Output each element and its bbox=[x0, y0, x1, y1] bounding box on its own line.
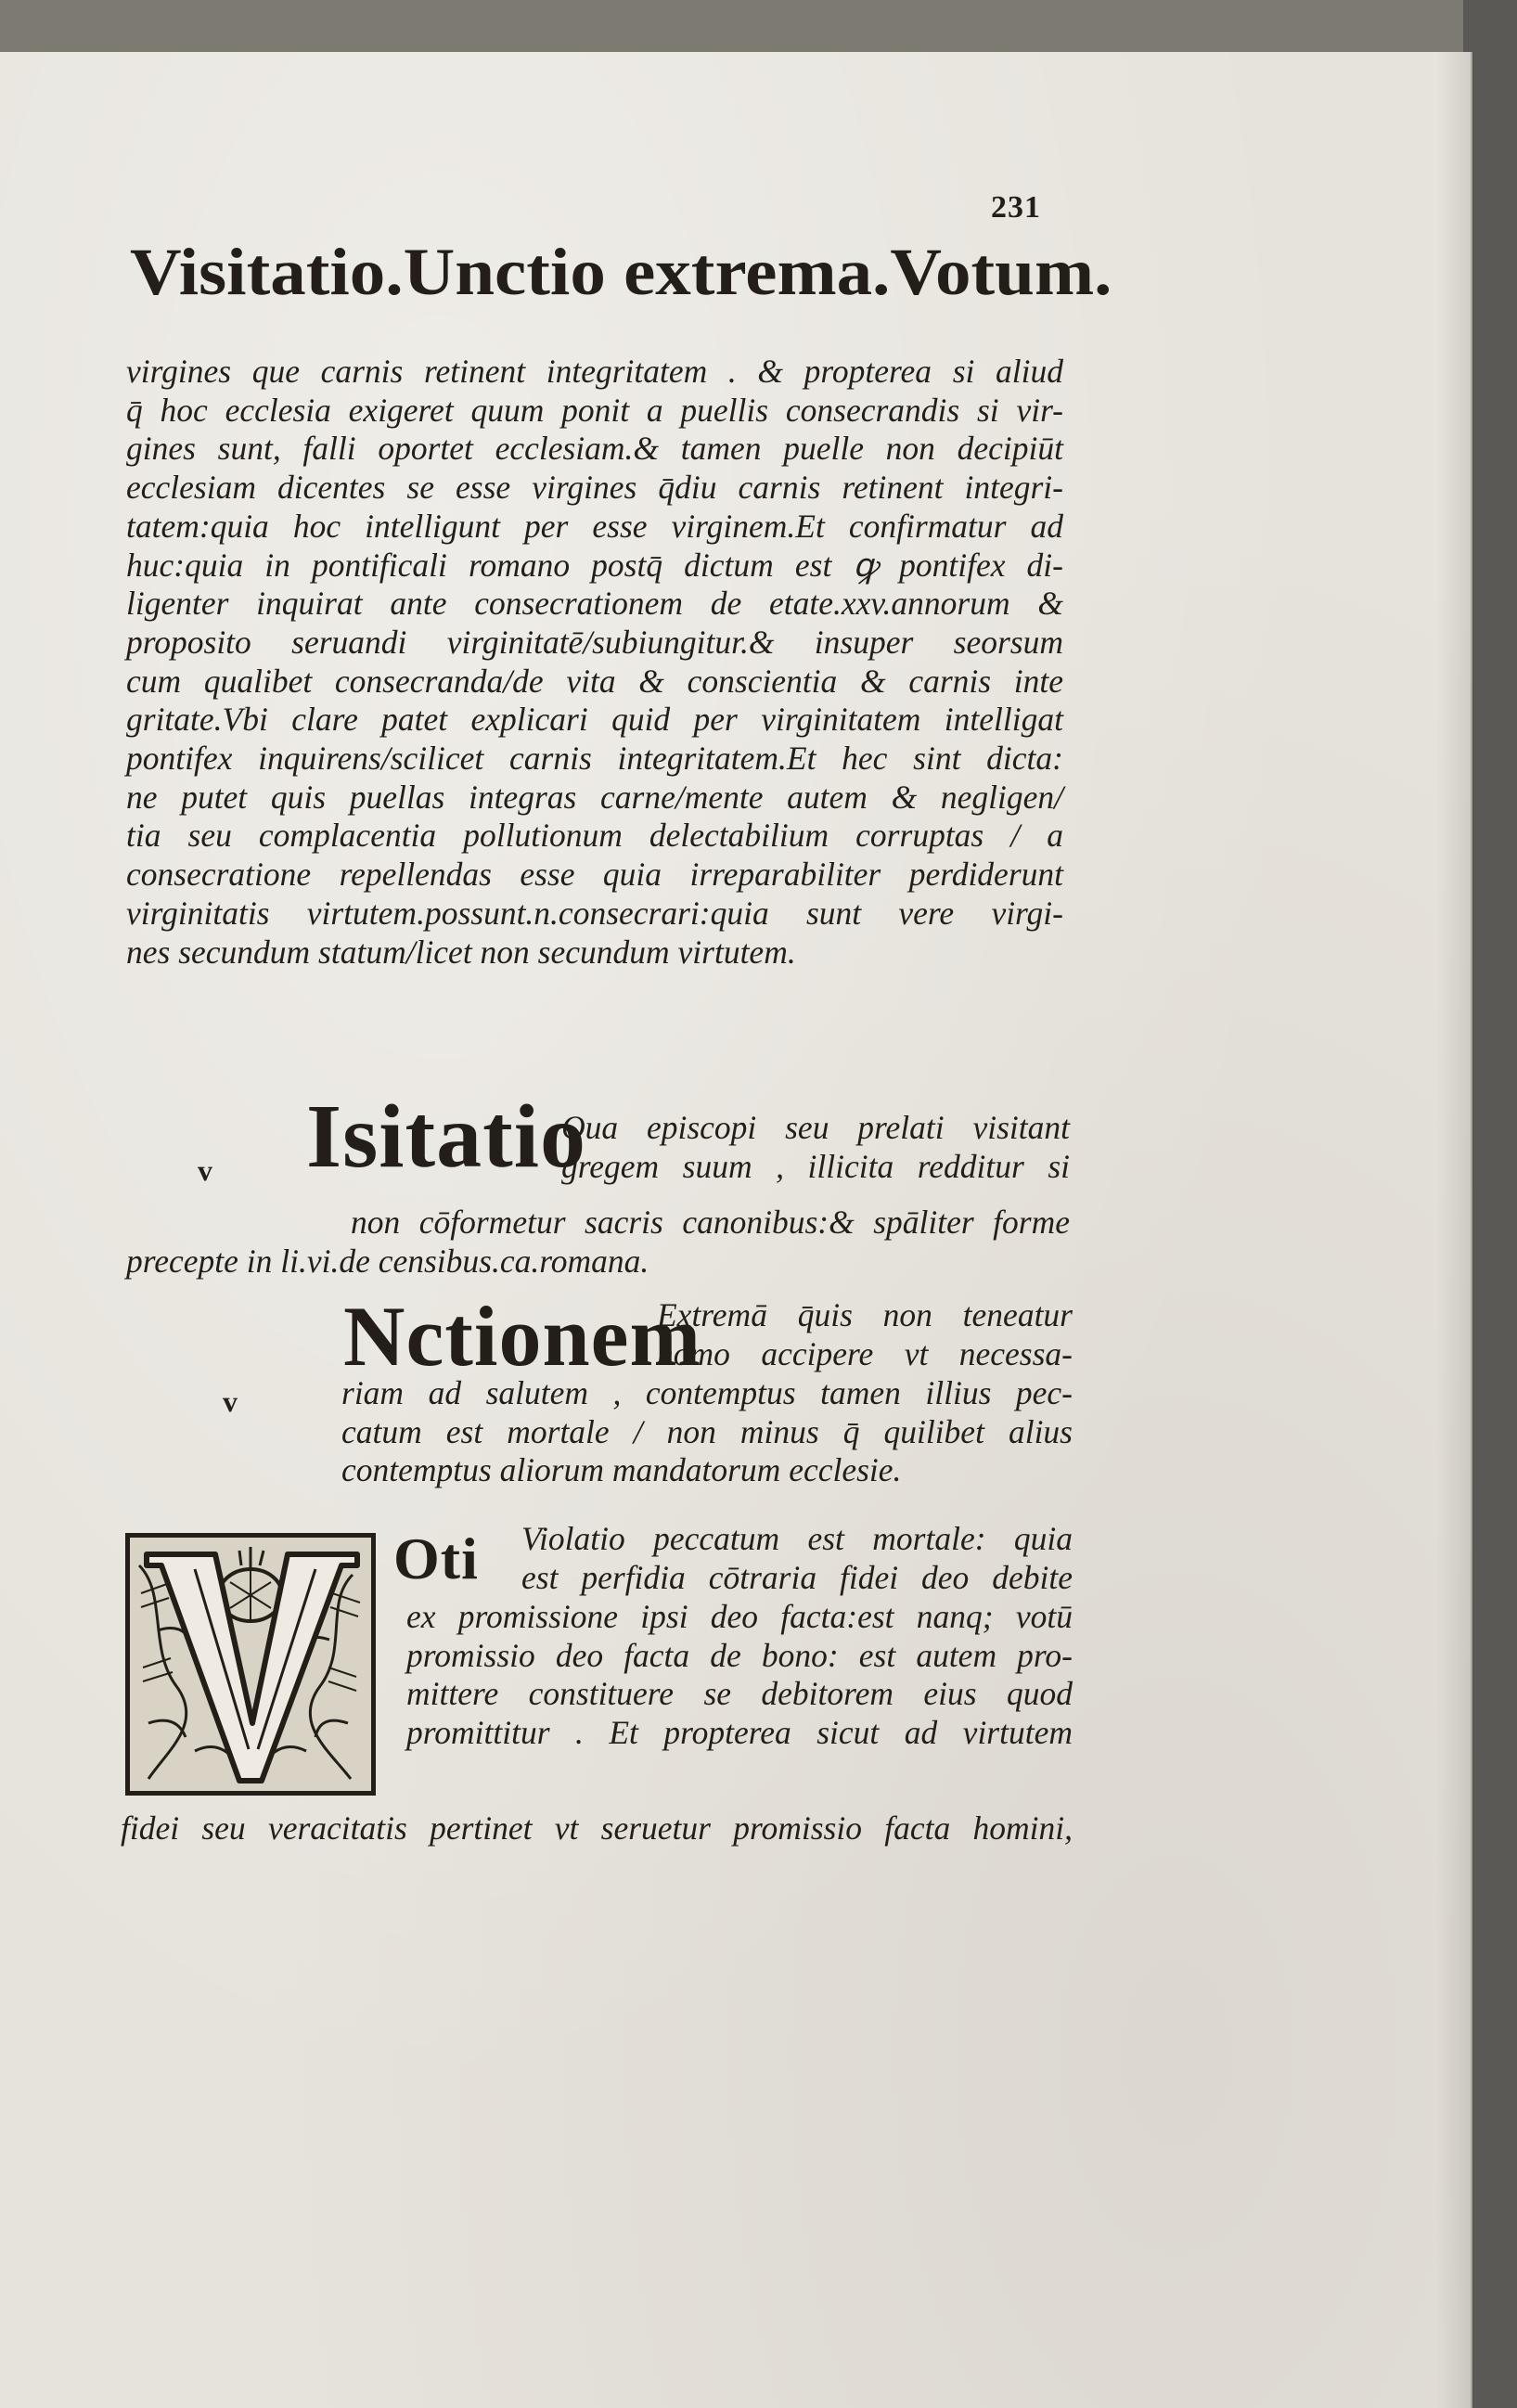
visitatio-margin-letter: v bbox=[198, 1153, 212, 1187]
votum-text-full bbox=[121, 1809, 1073, 1848]
votum-heading: Oti bbox=[393, 1526, 479, 1591]
body-line: virgines que carnis retinent integritatem . & propterea si aliud bbox=[126, 353, 1063, 390]
body-line: tatem:quia hoc intelligunt per esse virginem.Et confirmatur ad bbox=[126, 507, 1063, 545]
visitatio-heading: Isitatio bbox=[306, 1087, 586, 1187]
visitatio-line: gregem suum , illicita redditur si bbox=[561, 1147, 1070, 1185]
unctio-line: contemptus aliorum mandatorum ecclesie. bbox=[341, 1451, 902, 1489]
body-paragraph bbox=[126, 353, 1063, 972]
unctio-line: catum est mortale / non minus q̄ quilibet alius bbox=[341, 1412, 1073, 1450]
running-head: Visitatio.Unctio extrema.Votum. bbox=[130, 235, 1112, 309]
decorated-initial-v bbox=[125, 1533, 376, 1796]
body-line: pontifex inquirens/scilicet carnis integritatem.Et hec sint dicta: bbox=[126, 740, 1063, 778]
page-number: 231 bbox=[991, 190, 1041, 225]
visitatio-text-last bbox=[126, 1243, 961, 1281]
body-line: ligenter inquirat ante consecrationem de etate.xxv.annorum & bbox=[126, 585, 1063, 623]
votum-line: promittitur . Et propterea sicut ad virtutem bbox=[406, 1714, 1073, 1752]
votum-text-right bbox=[406, 1598, 1073, 1753]
unctio-line: homo accipere vt necessa- bbox=[657, 1334, 1073, 1372]
votum-line: ex promissione ipsi deo facta:est nanq; votū bbox=[406, 1598, 1073, 1635]
votum-line: est perfidia cōtraria fidei deo debite bbox=[521, 1558, 1073, 1596]
page-edge-shadow bbox=[1436, 52, 1473, 2408]
visitatio-line: non cōformetur sacris canonibus:& spāliter forme bbox=[351, 1204, 1070, 1241]
votum-line: fidei seu veracitatis pertinet vt seruetur promissio facta homini, bbox=[121, 1809, 1073, 1847]
body-line: huc:quia in pontificali romano postq̄ dictum est ꝙ pontifex di- bbox=[126, 546, 1063, 584]
woodcut-initial-icon bbox=[130, 1538, 371, 1791]
body-line: gines sunt, falli oportet ecclesiam.& tamen puelle non decipiūt bbox=[126, 430, 1063, 468]
body-line: cum qualibet consecranda/de vita & conscientia & carnis inte bbox=[126, 662, 1063, 700]
visitatio-line: precepte in li.vi.de censibus.ca.romana. bbox=[126, 1243, 649, 1280]
body-line: gritate.Vbi clare patet explicari quid per virginitatem intelligat bbox=[126, 701, 1063, 739]
unctio-line: Extremā q̄uis non teneatur bbox=[657, 1296, 1073, 1333]
unctio-line: riam ad salutem , contemptus tamen illius pec- bbox=[341, 1374, 1073, 1411]
body-line: nes secundum statum/licet non secundum virtutem. bbox=[126, 933, 796, 971]
body-line: q̄ hoc ecclesia exigeret quum ponit a puellis consecrandis si vir- bbox=[126, 391, 1063, 429]
body-line: ecclesiam dicentes se esse virgines q̄diu carnis retinent integri- bbox=[126, 469, 1063, 507]
votum-line: Violatio peccatum est mortale: quia bbox=[521, 1520, 1073, 1557]
visitatio-line: Qua episcopi seu prelati visitant bbox=[561, 1109, 1070, 1146]
unctio-text-right bbox=[657, 1296, 1073, 1373]
body-line: tia seu complacentia pollutionum delectabilium corruptas / a bbox=[126, 817, 1063, 855]
unctio-text-full bbox=[341, 1374, 1073, 1490]
body-line: consecratione repellendas esse quia irreparabiliter perdiderunt bbox=[126, 856, 1063, 894]
body-line: proposito seruandi virginitatē/subiungitur.& insuper seorsum bbox=[126, 623, 1063, 661]
votum-line: promissio deo facta de bono: est autem pro- bbox=[406, 1636, 1073, 1674]
body-line: ne putet quis puellas integras carne/mente autem & negligen/ bbox=[126, 778, 1063, 816]
scan-backdrop-top bbox=[0, 0, 1517, 56]
votum-line: mittere constituere se debitorem eius quod bbox=[406, 1675, 1073, 1713]
votum-text-right-top bbox=[521, 1520, 1073, 1597]
visitatio-text-right bbox=[561, 1109, 1070, 1186]
unctio-margin-letter: v bbox=[223, 1384, 238, 1418]
body-line: virginitatis virtutem.possunt.n.consecrari:quia sunt vere virgi- bbox=[126, 894, 1063, 932]
visitatio-text-full bbox=[351, 1204, 1070, 1243]
unctio-heading: Nctionem bbox=[343, 1289, 702, 1384]
